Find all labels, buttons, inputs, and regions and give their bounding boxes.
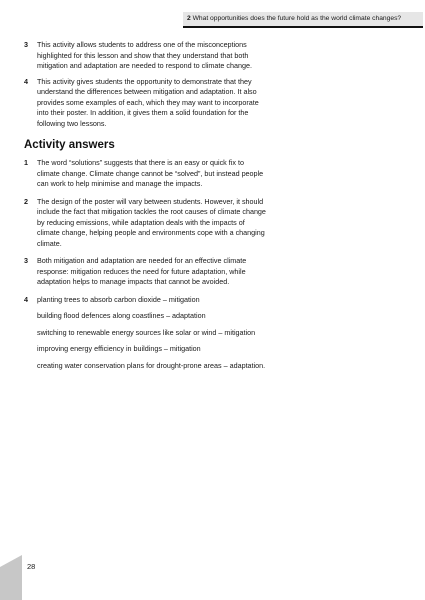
answer-text-line: adaptation helps to manage impacts that cannot be avoided.	[37, 277, 230, 286]
answer-item	[24, 256, 314, 288]
item-text-line: This activity gives students the opportunity to demonstrate that they	[37, 76, 252, 86]
answer-number: 3	[24, 256, 28, 265]
answer-sub-line: creating water conservation plans for drought-prone areas – adaptation.	[37, 360, 266, 370]
intro-item	[24, 77, 314, 130]
item-text-line: mitigation and adaptation are needed to respond to climate change.	[37, 61, 252, 70]
answer-text-line: Both mitigation and adaptation are needed for an effective climate	[37, 256, 247, 265]
answer-number: 4	[24, 294, 28, 304]
page-number: 28	[27, 562, 36, 571]
item-text-line: provides some examples of each, which they may want to incorporate	[37, 97, 259, 107]
answer-text-line: climate change. Climate change cannot be “solved”, but instead people	[37, 168, 264, 178]
answer-number: 2	[24, 196, 28, 206]
page-corner-tab	[0, 555, 22, 600]
answer-sub-line: switching to renewable energy sources like solar or wind – mitigation	[37, 327, 256, 337]
answer-text-line: include the fact that mitigation tackles the root causes of climate change	[37, 207, 266, 216]
item-number: 4	[24, 76, 28, 86]
answer-text-line: climate.	[37, 238, 62, 248]
item-text-line: understand the differences between mitigation and adaptation. It also	[37, 87, 257, 96]
answer-text-line: The design of the poster will vary between students. However, it should	[37, 196, 264, 206]
running-header-text	[187, 15, 421, 23]
answer-text-line: The word “solutions” suggests that there is an easy or quick fix to	[37, 158, 244, 167]
answer-text-line: climate change, helping people and environments cope with a changing	[37, 228, 265, 237]
answer-text-line: by reducing emissions, while adaptation deals with the impacts of	[37, 217, 245, 227]
answer-number: 1	[24, 158, 28, 167]
answer-item	[24, 197, 314, 250]
page-corner-notch	[0, 555, 22, 567]
chapter-number: 2	[187, 15, 191, 22]
page-content	[24, 40, 314, 371]
answer-text-line: can work to help minimise and manage the impacts.	[37, 179, 203, 188]
answer-sub-line: improving energy efficiency in buildings – mitigation	[37, 344, 201, 353]
item-number: 3	[24, 40, 28, 49]
answer-sub-line: building flood defences along coastlines – adaptation	[37, 311, 206, 320]
section-heading: Activity answers	[24, 139, 115, 151]
intro-item	[24, 40, 314, 72]
answer-item	[24, 158, 314, 190]
answer-text-line: planting trees to absorb carbon dioxide – mitigation	[37, 294, 200, 304]
chapter-title: What opportunities does the future hold as the world climate changes?	[192, 15, 402, 22]
running-header	[183, 12, 423, 28]
item-text-line: following two lessons.	[37, 118, 107, 128]
item-text-line: This activity allows students to address one of the misconceptions	[37, 40, 247, 49]
item-text-line: into their poster. In addition, it gives them a solid foundation for the	[37, 108, 249, 117]
answer-item	[24, 295, 314, 306]
answer-text-line: response: mitigation reduces the need for future adaptation, while	[37, 266, 246, 276]
item-text-line: highlighted for this lesson and show that they understand that both	[37, 50, 249, 60]
